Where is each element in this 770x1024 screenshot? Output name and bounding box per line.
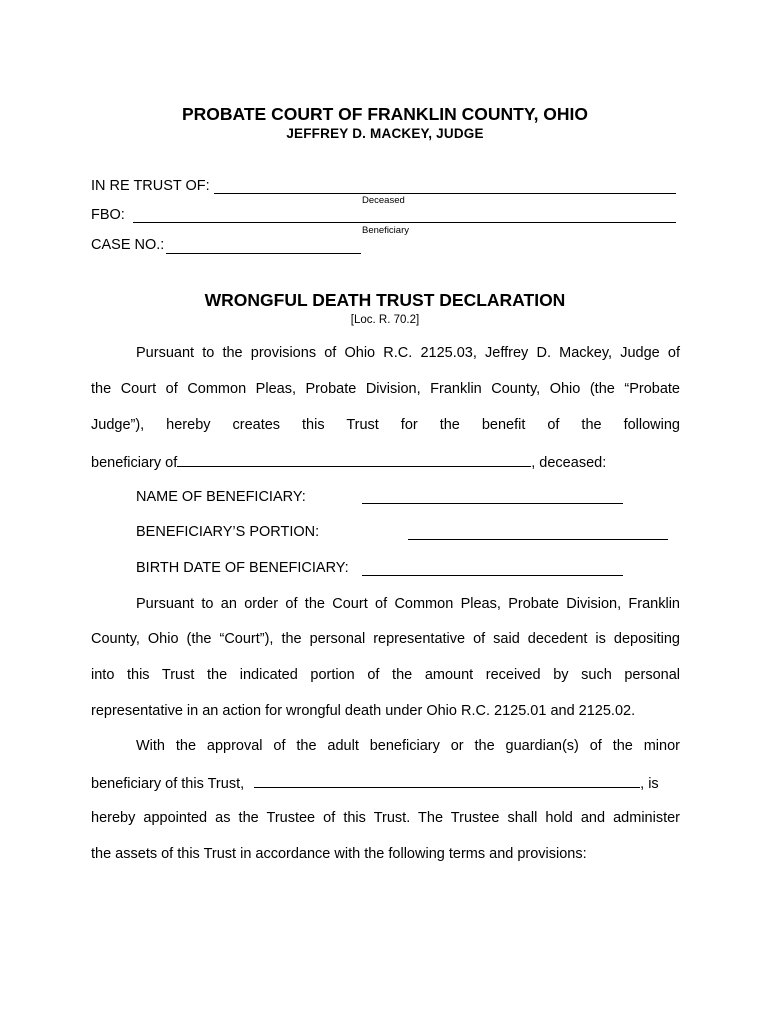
beneficiary-of-trust-label: beneficiary of this Trust,	[91, 776, 245, 792]
deceased-suffix: , deceased:	[531, 455, 607, 471]
name-of-beneficiary-field[interactable]	[362, 503, 623, 504]
declaration-title: WRONGFUL DEATH TRUST DECLARATION	[204, 290, 566, 310]
paragraph-2-line-2: County, Ohio (the “Court”), the personal representative of said decedent is depositing	[91, 631, 680, 647]
trustee-name-field[interactable]	[254, 774, 640, 788]
paragraph-3-line-4: the assets of this Trust in accordance with the following terms and provisions:	[91, 846, 587, 862]
name-of-beneficiary-label: NAME OF BENEFICIARY:	[136, 489, 306, 505]
paragraph-1-line-3: Judge”), hereby creates this Trust for the benefit of the following	[91, 417, 680, 433]
paragraph-1-line-1: Pursuant to the provisions of Ohio R.C. 2125.03, Jeffrey D. Mackey, Judge of	[136, 345, 680, 361]
paragraph-1-line-2: the Court of Common Pleas, Probate Division, Franklin County, Ohio (the “Probate	[91, 381, 680, 397]
in-re-trust-label: IN RE TRUST OF:	[91, 178, 210, 194]
case-number-label: CASE NO.:	[91, 237, 165, 253]
paragraph-3-line-1: With the approval of the adult beneficiary or the guardian(s) of the minor	[136, 738, 680, 754]
local-rule-reference: [Loc. R. 70.2]	[350, 314, 420, 326]
beneficiary-portion-field[interactable]	[408, 539, 668, 540]
paragraph-2-line-1: Pursuant to an order of the Court of Common Pleas, Probate Division, Franklin	[136, 596, 680, 612]
case-number-field[interactable]	[166, 253, 361, 254]
is-suffix: , is	[640, 776, 659, 792]
paragraph-3-line-2	[91, 774, 680, 792]
court-title: PROBATE COURT OF FRANKLIN COUNTY, OHIO	[181, 104, 589, 124]
paragraph-2-line-3: into this Trust the indicated portion of the amount received by such personal	[91, 667, 680, 683]
paragraph-3-line-3: hereby appointed as the Trustee of this Trust. The Trustee shall hold and administer	[91, 810, 680, 826]
fbo-field[interactable]	[133, 222, 676, 223]
beneficiary-portion-label: BENEFICIARY’S PORTION:	[136, 524, 320, 540]
birth-date-label: BIRTH DATE OF BENEFICIARY:	[136, 560, 349, 576]
in-re-trust-field[interactable]	[214, 193, 676, 194]
deceased-name-field[interactable]	[177, 453, 531, 467]
beneficiary-of-label: beneficiary of	[91, 455, 178, 471]
paragraph-2-line-4: representative in an action for wrongful death under Ohio R.C. 2125.01 and 2125.02.	[91, 703, 636, 719]
birth-date-field[interactable]	[362, 575, 623, 576]
deceased-caption: Deceased	[362, 195, 405, 206]
fbo-label: FBO:	[91, 207, 125, 223]
judge-name: JEFFREY D. MACKEY, JUDGE	[286, 126, 484, 141]
beneficiary-caption: Beneficiary	[362, 225, 409, 236]
paragraph-1-line-4	[91, 453, 680, 471]
